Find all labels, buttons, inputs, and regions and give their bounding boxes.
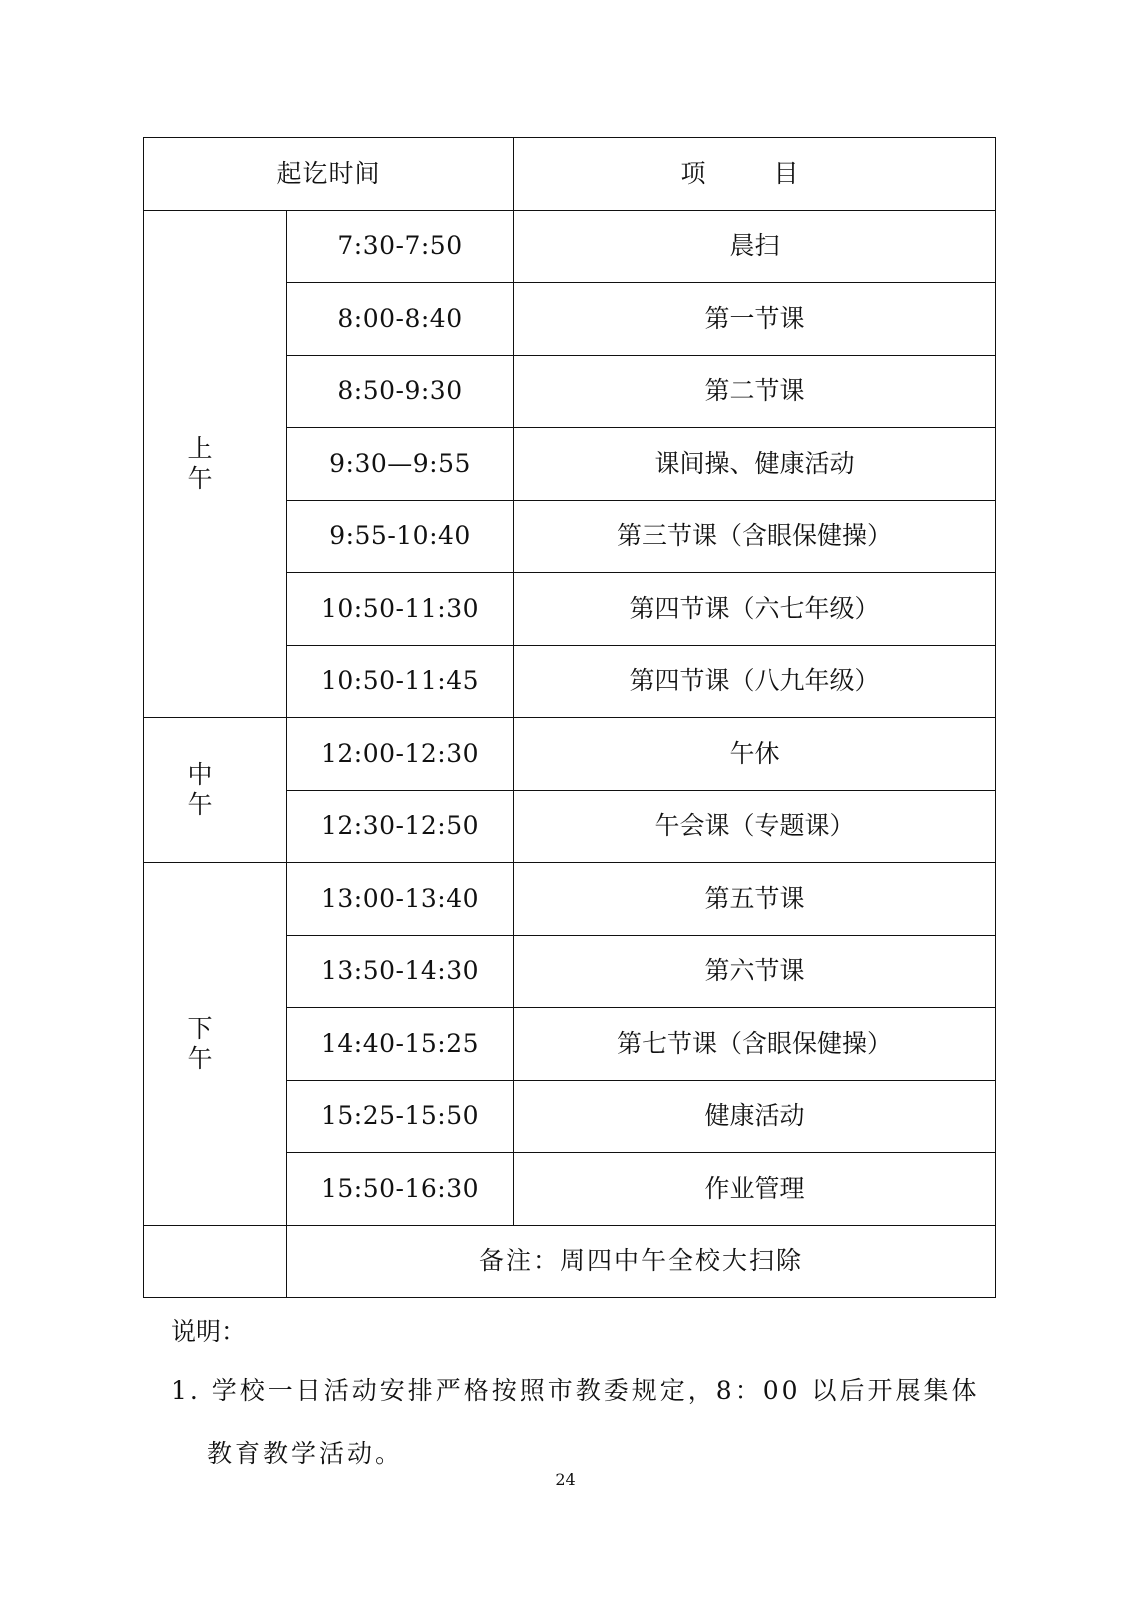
table-row [144,718,996,791]
time-cell: 12:30-12:50 [287,790,514,863]
item-cell: 健康活动 [514,1080,996,1153]
time-cell: 10:50-11:45 [287,645,514,718]
item-cell: 作业管理 [514,1153,996,1226]
header-item: 项 目 [514,138,996,211]
time-cell: 9:30—9:55 [287,428,514,501]
time-cell: 12:00-12:30 [287,718,514,791]
schedule-table [143,137,996,1298]
item-cell: 第五节课 [514,863,996,936]
time-cell: 13:00-13:40 [287,863,514,936]
time-cell: 9:55-10:40 [287,500,514,573]
time-cell: 15:50-16:30 [287,1153,514,1226]
explanation-line-1: 1. 学校一日活动安排严格按照市教委规定，8：00 以后开展集体 [171,1376,980,1405]
explanation-line-2: 教育教学活动。 [207,1439,404,1468]
period-morning: 上 午 [144,210,287,718]
item-cell: 第三节课（含眼保健操） [514,500,996,573]
item-cell: 晨扫 [514,210,996,283]
table-row [144,863,996,936]
note-row [144,1225,996,1298]
time-cell: 15:25-15:50 [287,1080,514,1153]
explanation-title: 说明： [171,1317,247,1346]
time-cell: 13:50-14:30 [287,935,514,1008]
period-noon: 中 午 [144,718,287,863]
header-time: 起讫时间 [144,138,514,211]
item-cell: 午会课（专题课） [514,790,996,863]
note-empty-cell [144,1225,287,1298]
item-cell: 第二节课 [514,355,996,428]
time-cell: 7:30-7:50 [287,210,514,283]
note-text: 备注：周四中午全校大扫除 [287,1225,996,1298]
page-number: 24 [555,1470,576,1489]
time-cell: 8:00-8:40 [287,283,514,356]
item-cell: 第四节课（八九年级） [514,645,996,718]
item-cell: 第六节课 [514,935,996,1008]
time-cell: 8:50-9:30 [287,355,514,428]
item-cell: 第四节课（六七年级） [514,573,996,646]
time-cell: 10:50-11:30 [287,573,514,646]
time-cell: 14:40-15:25 [287,1008,514,1081]
item-cell: 午休 [514,718,996,791]
item-cell: 第七节课（含眼保健操） [514,1008,996,1081]
table-row [144,210,996,283]
item-cell: 第一节课 [514,283,996,356]
period-afternoon: 下 午 [144,863,287,1226]
table-header-row [144,138,996,211]
item-cell: 课间操、健康活动 [514,428,996,501]
